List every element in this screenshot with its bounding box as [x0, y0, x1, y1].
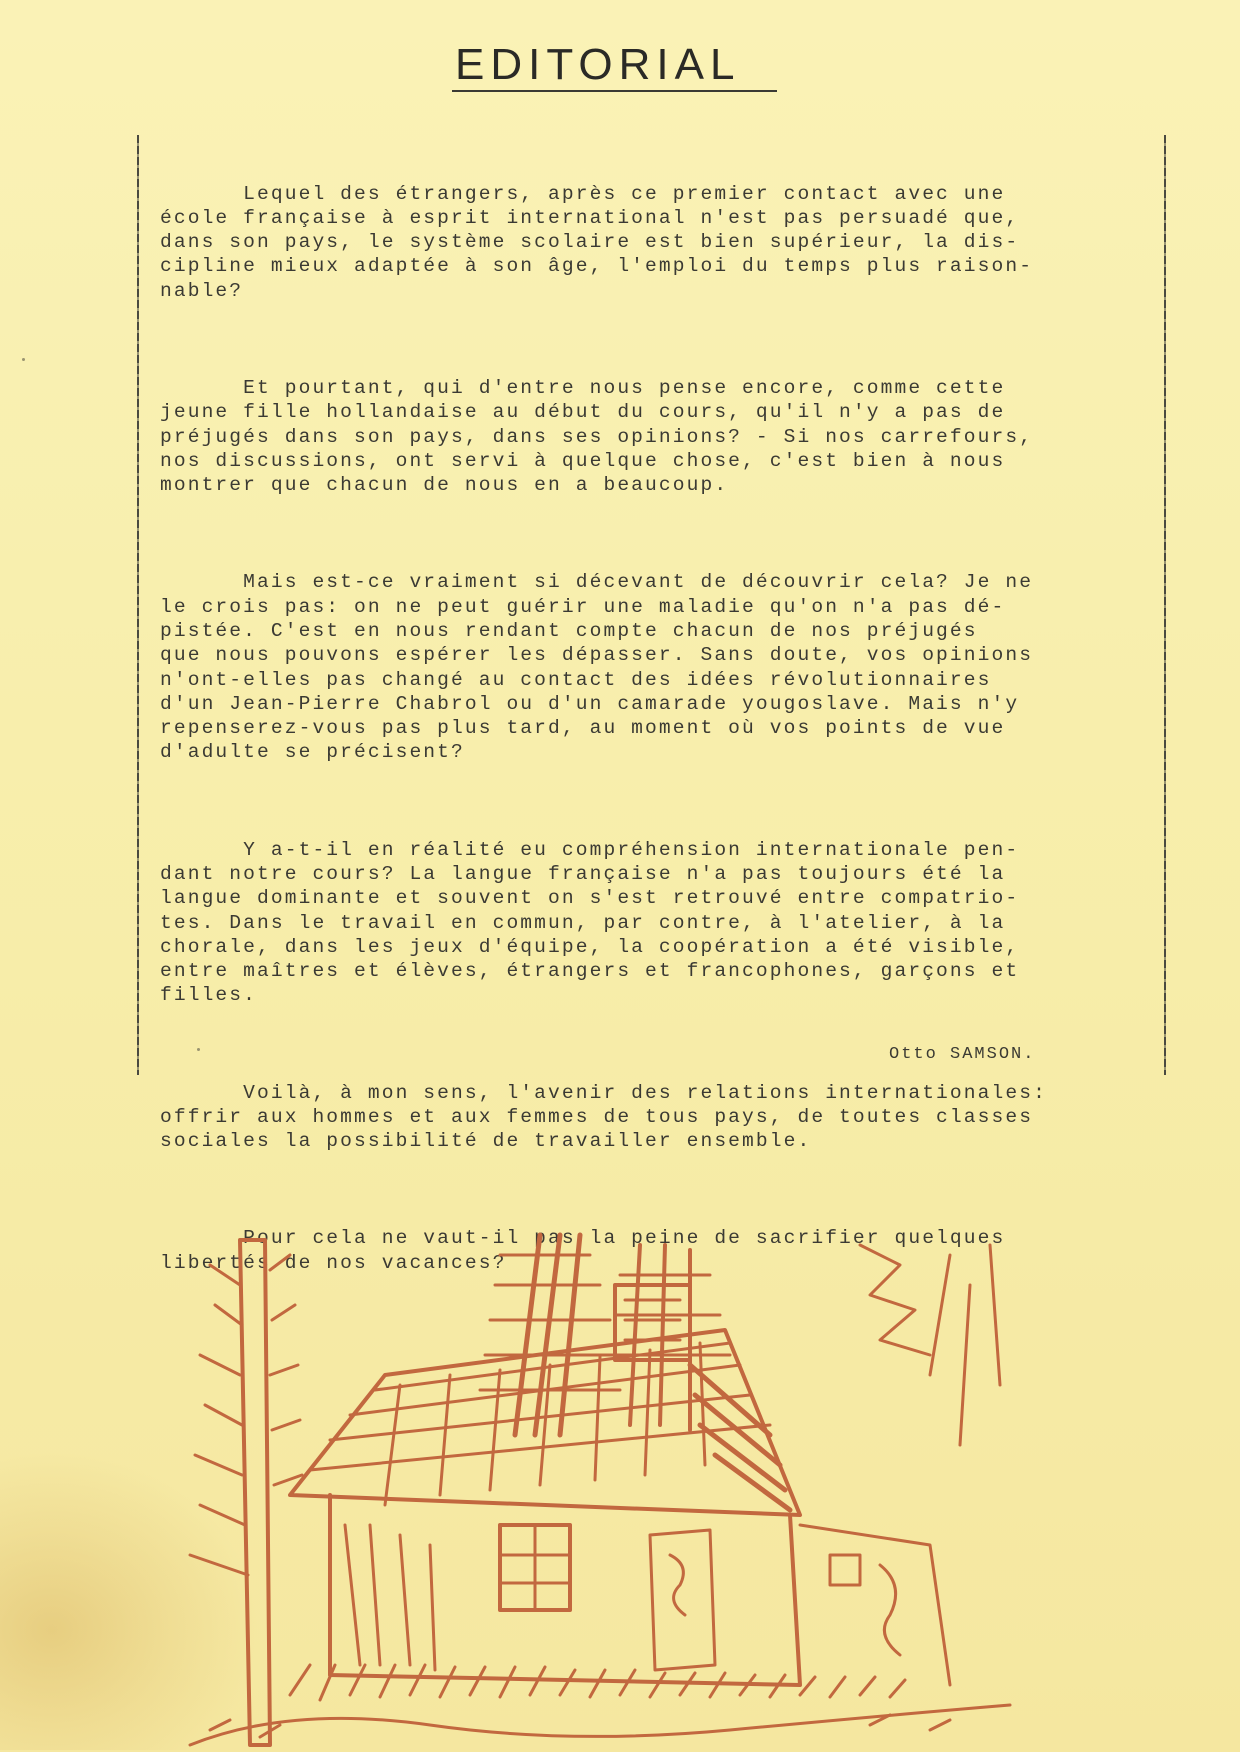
text-line: montrer que chacun de nous en a beaucoup. [160, 474, 729, 497]
paragraph [160, 182, 1160, 303]
page-title: EDITORIAL [455, 40, 741, 89]
text-line: Mais est-ce vraiment si décevant de découvrir cela? Je ne [160, 571, 1034, 594]
author-signature: Otto SAMSON. [889, 1045, 1036, 1064]
text-line: Lequel des étrangers, après ce premier contact avec une [160, 182, 1006, 205]
right-margin-rule [1164, 135, 1166, 1075]
illustration [170, 1225, 1030, 1750]
text-line: jeune fille hollandaise au début du cours, qu'il n'y a pas de [160, 401, 1006, 424]
text-line: cipline mieux adaptée à son âge, l'emploi du temps plus raison- [160, 255, 1034, 278]
text-line: que nous pouvons espérer les dépasser. Sans doute, vos opinions [160, 644, 1034, 667]
text-line: nos discussions, ont servi à quelque chose, c'est bien à nous [160, 449, 1006, 472]
text-line: le crois pas: on ne peut guérir une maladie qu'on n'a pas dé- [160, 595, 1006, 618]
text-line: tes. Dans le travail en commun, par contre, à l'atelier, à la [160, 911, 1006, 934]
text-line: chorale, dans les jeux d'équipe, la coopération a été visible, [160, 935, 1020, 958]
paragraph [160, 376, 1160, 497]
paper-speck [22, 358, 25, 361]
text-line: Y a-t-il en réalité eu compréhension internationale pen- [160, 838, 1020, 861]
text-line: n'ont-elles pas changé au contact des idées révolutionnaires [160, 668, 992, 691]
text-line: Et pourtant, qui d'entre nous pense encore, comme cette [160, 376, 1006, 399]
text-line: Voilà, à mon sens, l'avenir des relations internationales: [160, 1081, 1047, 1104]
text-line: filles. [160, 984, 258, 1007]
text-line: d'adulte se précisent? [160, 741, 465, 764]
text-line: entre maîtres et élèves, étrangers et francophones, garçons et [160, 960, 1020, 983]
paragraph [160, 1081, 1160, 1154]
title-underline [452, 90, 777, 92]
text-line: pistée. C'est en nous rendant compte chacun de nos préjugés [160, 619, 978, 642]
text-line: préjugés dans son pays, dans ses opinions? - Si nos carrefours, [160, 425, 1034, 448]
text-line: libertés de nos vacances? [160, 1251, 507, 1274]
text-line: Pour cela ne vaut-il pas la peine de sacrifier quelques [160, 1227, 1006, 1250]
text-line: dant notre cours? La langue française n'a pas toujours été la [160, 862, 1006, 885]
text-line: offrir aux hommes et aux femmes de tous pays, de toutes classes [160, 1105, 1034, 1128]
text-line: langue dominante et souvent on s'est retrouvé entre compatrio- [160, 887, 1020, 910]
editorial-text [160, 133, 1160, 1348]
left-margin-rule [137, 135, 139, 1075]
chalet-sketch-icon [190, 1235, 1010, 1745]
paper-speck [197, 1048, 200, 1051]
paragraph [160, 570, 1160, 764]
text-line: d'un Jean-Pierre Chabrol ou d'un camarade yougoslave. Mais n'y [160, 692, 1020, 715]
text-line: sociales la possibilité de travailler ensemble. [160, 1130, 812, 1153]
text-line: repenserez-vous pas plus tard, au moment où vos points de vue [160, 717, 1006, 740]
text-line: nable? [160, 279, 244, 302]
paragraph [160, 838, 1160, 1008]
text-line: école française à esprit international n'est pas persuadé que, [160, 206, 1020, 229]
text-line: dans son pays, le système scolaire est bien supérieur, la dis- [160, 231, 1020, 254]
